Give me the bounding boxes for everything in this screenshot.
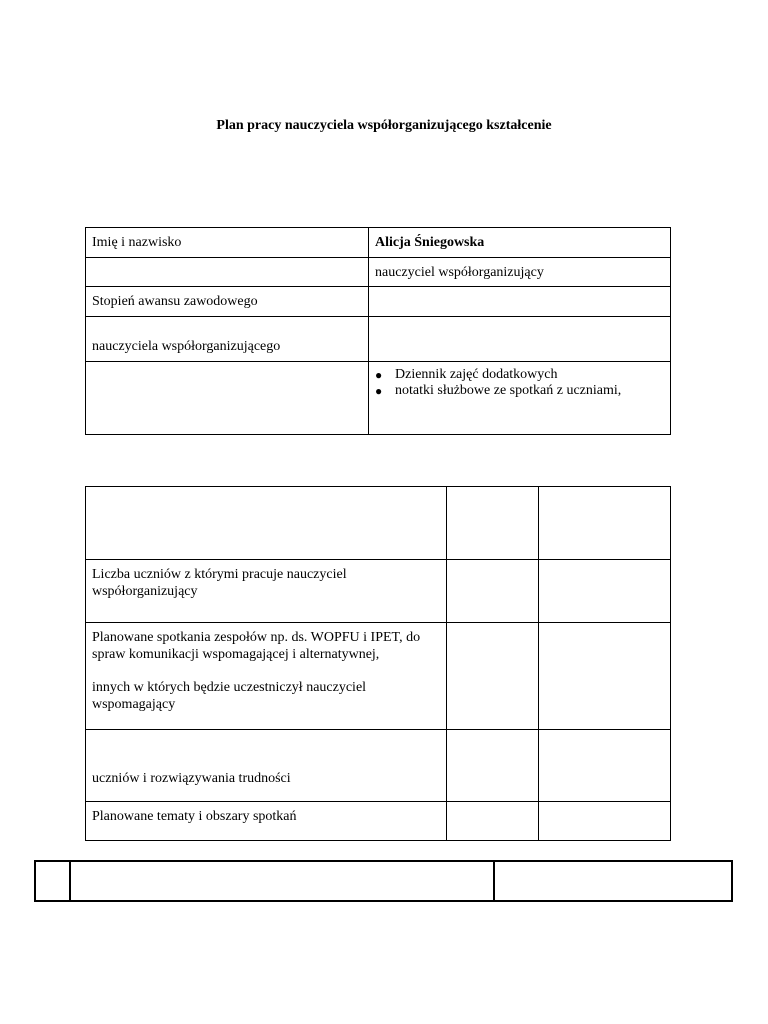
table-row — [86, 362, 671, 435]
plan-empty-cell — [539, 487, 671, 560]
info-label-cell — [86, 258, 369, 287]
info-label-cell — [86, 317, 369, 362]
plan-label-cell — [86, 623, 447, 730]
list-item-text: Dziennik zajęć dodatkowych — [395, 367, 558, 382]
promotion-level-value — [369, 287, 670, 293]
name-label: Imię i nazwisko — [92, 235, 182, 250]
table-row — [86, 487, 671, 560]
plan-empty-cell — [539, 802, 671, 841]
table-row — [35, 861, 732, 901]
plan-empty-cell — [539, 560, 671, 623]
team-meetings-label: Planowane spotkania zespołów np. ds. WOPFU i IPET, do spraw komunikacji wspomagającej i alternatywnej, — [92, 630, 421, 662]
info-value-cell — [369, 287, 671, 317]
info-value-cell — [369, 362, 671, 435]
plan-empty-cell — [447, 487, 539, 560]
plan-label-cell — [86, 730, 447, 802]
plan-header-label — [86, 487, 446, 493]
table-row — [86, 730, 671, 802]
documentation-list — [369, 362, 670, 399]
other-meetings-label: innych w których będzie uczestniczył nauczyciel wspomagający — [92, 680, 367, 712]
work-plan-table — [85, 486, 671, 841]
info-label-cell — [86, 228, 369, 258]
plan-empty-cell — [447, 802, 539, 841]
plan-label-cell — [86, 560, 447, 623]
bottom-cell — [494, 861, 732, 901]
plan-empty-cell — [447, 730, 539, 802]
bottom-table — [34, 860, 733, 902]
table-row — [86, 317, 671, 362]
teacher-name: Alicja Śniegowska — [375, 235, 485, 250]
table-row — [86, 228, 671, 258]
meeting-topics-label: Planowane tematy i obszary spotkań — [92, 809, 297, 824]
bottom-cell — [70, 861, 494, 901]
plan-empty-cell — [447, 560, 539, 623]
role-label — [86, 258, 368, 264]
plan-label-cell — [86, 487, 447, 560]
table-row — [86, 258, 671, 287]
info-value-cell — [369, 258, 671, 287]
teacher-type-label: nauczyciela współorganizującego — [92, 339, 281, 354]
teacher-info-table — [85, 227, 671, 435]
students-count-label: Liczba uczniów z którymi pracuje nauczyciel współorganizujący — [92, 567, 347, 599]
teacher-type-value — [369, 317, 670, 323]
list-item-text: notatki służbowe ze spotkań z uczniami, — [395, 383, 622, 398]
document-title: Plan pracy nauczyciela współorganizującego kształcenie — [216, 118, 552, 133]
bullet-dot-icon: ● — [375, 384, 383, 398]
list-item — [375, 383, 670, 399]
documentation-label — [86, 362, 368, 368]
plan-label-cell — [86, 802, 447, 841]
plan-empty-cell — [539, 623, 671, 730]
info-label-cell — [86, 362, 369, 435]
table-row — [86, 802, 671, 841]
list-item — [375, 367, 670, 383]
table-row — [86, 623, 671, 730]
difficulties-label: uczniów i rozwiązywania trudności — [92, 771, 291, 786]
teacher-role: nauczyciel współorganizujący — [375, 265, 544, 280]
bullet-dot-icon: ● — [375, 368, 383, 382]
info-value-cell — [369, 228, 671, 258]
promotion-level-label: Stopień awansu zawodowego — [92, 294, 258, 309]
table-row — [86, 287, 671, 317]
plan-empty-cell — [447, 623, 539, 730]
table-row — [86, 560, 671, 623]
bottom-cell — [35, 861, 70, 901]
info-value-cell — [369, 317, 671, 362]
info-label-cell — [86, 287, 369, 317]
plan-empty-cell — [539, 730, 671, 802]
